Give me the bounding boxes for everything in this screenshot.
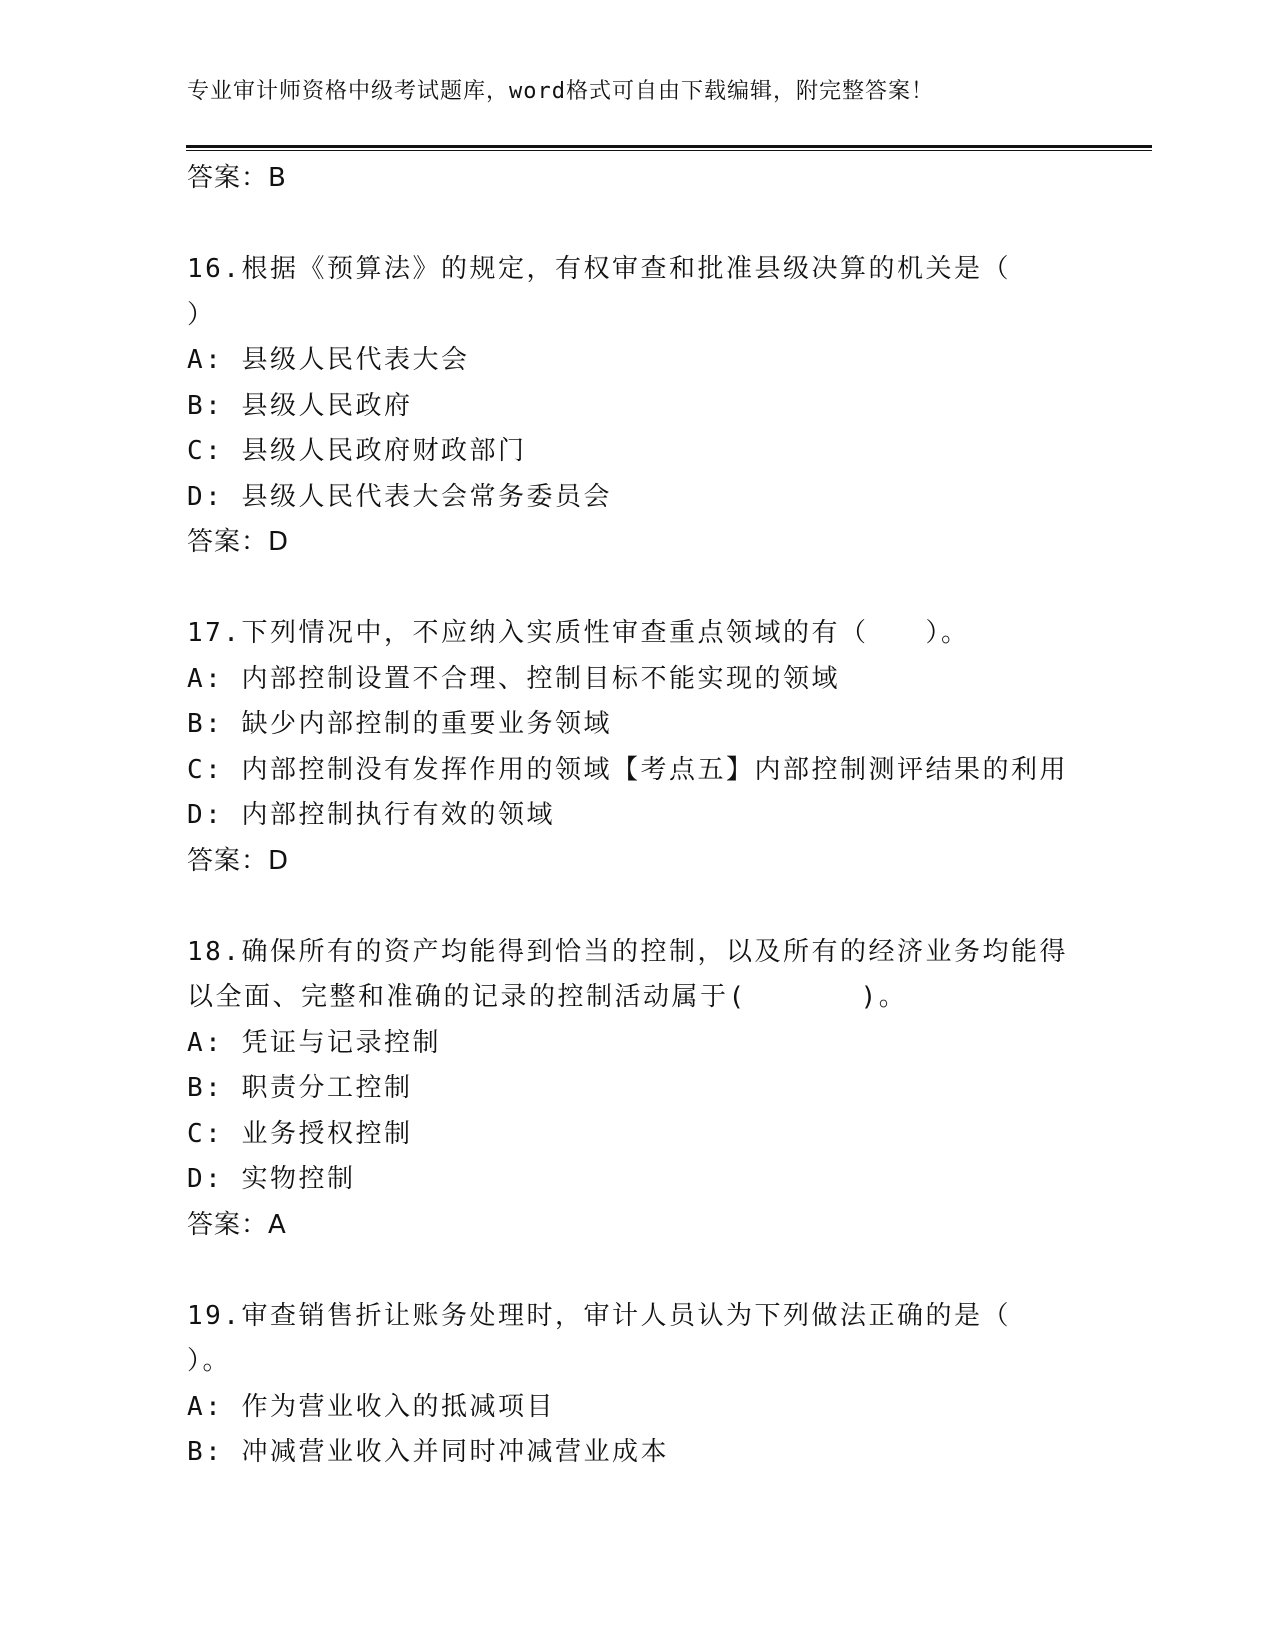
option-c: C: 县级人民政府财政部门 <box>187 436 527 466</box>
option-d: D: 县级人民代表大会常务委员会 <box>187 481 612 512</box>
option-b: B: 冲减营业收入并同时冲减营业成本 <box>187 1437 669 1467</box>
header-divider-thin <box>186 150 1152 151</box>
question-line: 以全面、完整和准确的记录的控制活动属于( )。 <box>187 982 908 1012</box>
option-b: B: 县级人民政府 <box>187 390 413 421</box>
question-stem: 19.审查销售折让账务处理时，审计人员认为下列做法正确的是（ <box>187 1300 1011 1331</box>
answer-line: 答案：A <box>187 1209 287 1240</box>
spacer <box>187 1248 1147 1294</box>
spacer <box>187 884 1147 930</box>
question-stem: 18.确保所有的资产均能得到恰当的控制，以及所有的经济业务均能得 <box>187 936 1068 967</box>
question-content <box>187 156 1147 1476</box>
option-d: D: 内部控制执行有效的领域 <box>187 800 555 830</box>
spacer <box>187 566 1147 612</box>
page-header: 专业审计师资格中级考试题库，word格式可自由下载编辑，附完整答案！ <box>187 79 934 104</box>
option-a: A: 内部控制设置不合理、控制目标不能实现的领域 <box>187 663 840 694</box>
header-divider-thick <box>186 145 1152 148</box>
spacer <box>187 202 1147 248</box>
question-stem: 16.根据《预算法》的规定，有权审查和批准县级决算的机关是（ <box>187 254 1011 284</box>
option-a: A: 县级人民代表大会 <box>187 345 470 375</box>
option-b: B: 职责分工控制 <box>187 1073 413 1103</box>
question-stem: 17.下列情况中，不应纳入实质性审查重点领域的有（ ）。 <box>187 618 970 648</box>
option-a: A: 凭证与记录控制 <box>187 1027 441 1058</box>
option-b: B: 缺少内部控制的重要业务领域 <box>187 709 612 739</box>
answer-line: 答案：D <box>187 845 290 876</box>
answer-line: 答案：D <box>187 527 290 557</box>
answer-line: 答案：B <box>187 163 287 193</box>
option-c: C: 业务授权控制 <box>187 1118 413 1149</box>
question-line: ） <box>187 299 216 330</box>
option-d: D: 实物控制 <box>187 1164 356 1194</box>
option-c: C: 内部控制没有发挥作用的领域【考点五】内部控制测评结果的利用 <box>187 754 1068 785</box>
option-a: A: 作为营业收入的抵减项目 <box>187 1391 555 1422</box>
question-line: ）。 <box>187 1346 232 1376</box>
